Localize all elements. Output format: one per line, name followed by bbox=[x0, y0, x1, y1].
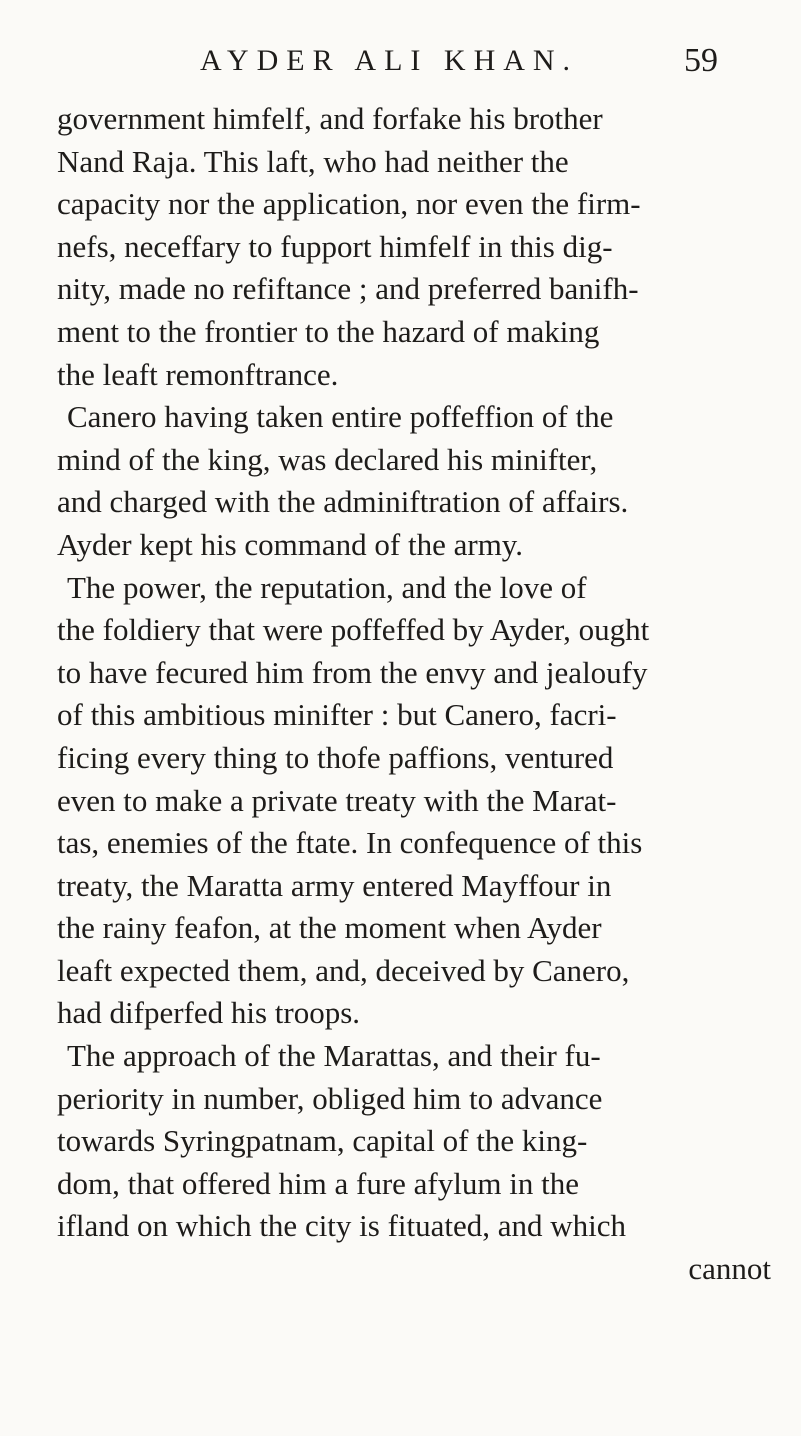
text-line: tas, enemies of the ftate. In confequence of this bbox=[57, 825, 643, 861]
text-line: the foldiery that were poffeffed by Ayder, ought bbox=[57, 612, 650, 648]
text-line: even to make a private treaty with the Marat- bbox=[57, 782, 617, 818]
text-line: dom, that offered him a fure afylum in the bbox=[57, 1165, 579, 1201]
text-line: periority in number, obliged him to advance bbox=[57, 1080, 603, 1116]
page-number: 59 bbox=[684, 42, 718, 79]
running-head: AYDER ALI KHAN. bbox=[200, 44, 579, 77]
paragraph-start-line: The power, the reputation, and the love of bbox=[67, 569, 587, 605]
text-line: Ayder kept his command of the army. bbox=[57, 526, 524, 562]
body-text bbox=[57, 98, 771, 1291]
text-line: of this ambitious minifter : but Canero, facri- bbox=[57, 697, 617, 733]
text-line: government himfelf, and forfake his brother bbox=[57, 101, 603, 136]
text-line: had difperfed his troops. bbox=[57, 995, 361, 1031]
paragraph-start-line: Canero having taken entire poffeffion of the bbox=[67, 399, 614, 435]
text-line: nity, made no refiftance ; and preferred banifh- bbox=[57, 271, 639, 307]
text-line: the rainy feafon, at the moment when Ayder bbox=[57, 910, 602, 946]
text-line: capacity nor the application, nor even the firm- bbox=[57, 186, 641, 222]
text-line: and charged with the adminiftration of affairs. bbox=[57, 484, 629, 520]
text-line: ficing every thing to thofe paffions, ventured bbox=[57, 739, 614, 775]
text-line: ment to the frontier to the hazard of making bbox=[57, 313, 600, 349]
text-line: Nand Raja. This laft, who had neither the bbox=[57, 143, 569, 179]
paragraph-start-line: The approach of the Marattas, and their fu- bbox=[67, 1038, 601, 1074]
text-line: to have fecured him from the envy and jealoufy bbox=[57, 654, 648, 690]
text-line: mind of the king, was declared his minifter, bbox=[57, 441, 598, 477]
text-line: treaty, the Maratta army entered Mayffour in bbox=[57, 867, 612, 903]
catchword: cannot bbox=[688, 1251, 771, 1287]
text-line: towards Syringpatnam, capital of the king- bbox=[57, 1123, 588, 1159]
text-line: the leaft remonftrance. bbox=[57, 356, 339, 392]
text-line: ifland on which the city is fituated, and which bbox=[57, 1208, 627, 1244]
text-line: leaft expected them, and, deceived by Canero, bbox=[57, 952, 630, 988]
text-line: nefs, neceffary to fupport himfelf in this dig- bbox=[57, 228, 613, 264]
